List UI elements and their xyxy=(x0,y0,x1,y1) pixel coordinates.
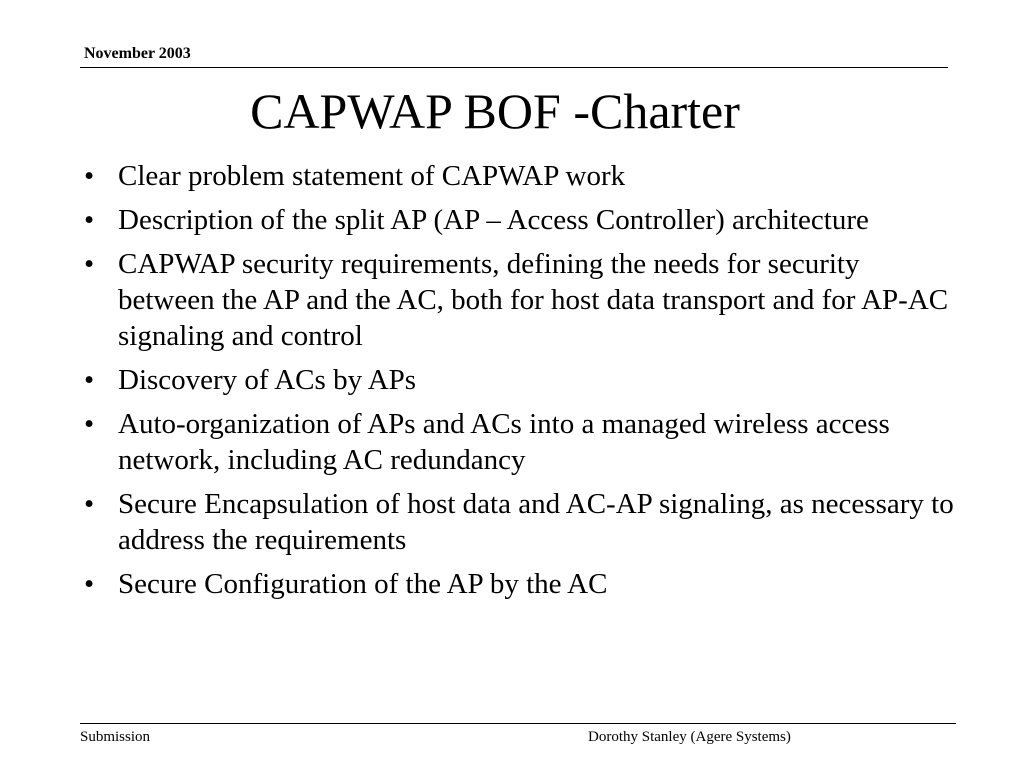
bullet-list xyxy=(84,158,954,610)
bullet-item xyxy=(84,158,954,194)
bullet-text: CAPWAP security requirements, defining the needs for security between the AP and the AC, both for host data transport and for AP-AC signaling and control xyxy=(118,248,949,352)
bullet-icon: • xyxy=(84,204,95,236)
bullet-item xyxy=(84,566,954,602)
footer-divider xyxy=(80,723,956,724)
bullet-text: Description of the split AP (AP – Access Controller) architecture xyxy=(118,204,869,236)
footer-submission: Submission xyxy=(80,729,151,745)
bullet-icon: • xyxy=(84,408,95,440)
bullet-item xyxy=(84,362,954,398)
bullet-icon: • xyxy=(84,364,95,396)
bullet-text: Clear problem statement of CAPWAP work xyxy=(118,160,626,192)
bullet-text: Secure Configuration of the AP by the AC xyxy=(118,568,608,600)
header-divider xyxy=(80,67,948,68)
bullet-icon: • xyxy=(84,488,95,520)
bullet-icon: • xyxy=(84,160,95,192)
bullet-text: Discovery of ACs by APs xyxy=(118,364,417,396)
bullet-item xyxy=(84,486,954,558)
header-date: November 2003 xyxy=(84,45,191,62)
bullet-item xyxy=(84,202,954,238)
bullet-icon: • xyxy=(84,568,95,600)
bullet-item xyxy=(84,406,954,478)
footer-author: Dorothy Stanley (Agere Systems) xyxy=(588,729,791,745)
bullet-text: Secure Encapsulation of host data and AC-AP signaling, as necessary to address the requirements xyxy=(118,488,954,556)
bullet-text: Auto-organization of APs and ACs into a managed wireless access network, including AC redundancy xyxy=(118,408,890,476)
slide-title: CAPWAP BOF -Charter xyxy=(250,83,740,139)
bullet-item xyxy=(84,246,954,354)
bullet-icon: • xyxy=(84,248,95,280)
